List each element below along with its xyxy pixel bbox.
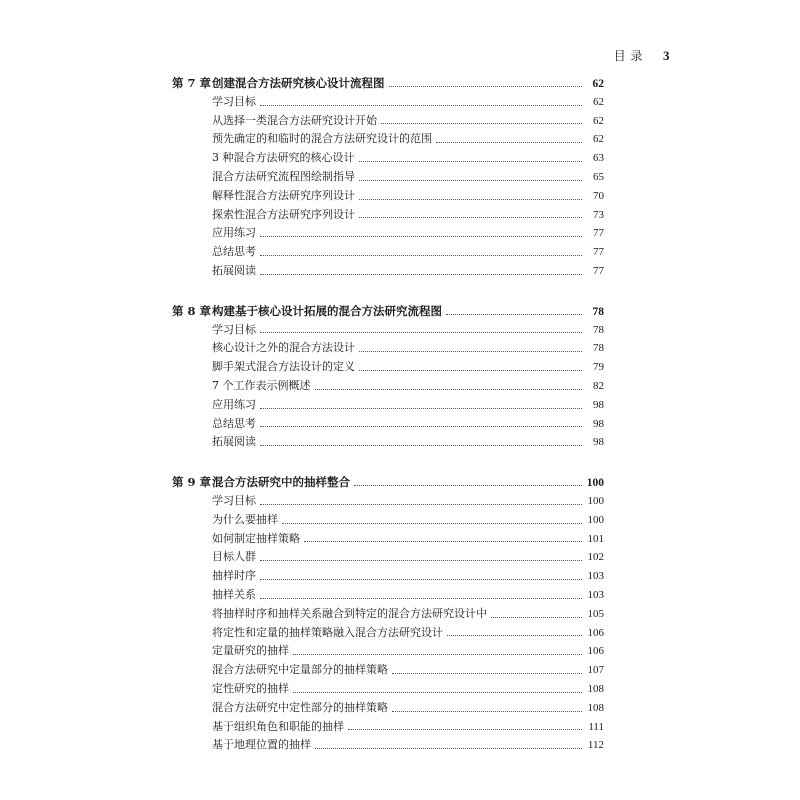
toc-entry[interactable] [172, 586, 604, 605]
dot-leader [436, 142, 582, 143]
toc-entry[interactable] [172, 187, 604, 206]
table-of-contents [172, 74, 604, 776]
dot-leader [348, 729, 582, 730]
toc-entry[interactable] [172, 642, 604, 661]
dot-leader [315, 748, 582, 749]
toc-entry[interactable] [172, 149, 604, 168]
entry-title: 目标人群 [212, 550, 256, 564]
toc-entry[interactable] [172, 492, 604, 511]
entry-page: 107 [587, 664, 604, 677]
entry-title: 学习目标 [212, 322, 256, 336]
entry-title: 脚手架式混合方法设计的定义 [212, 360, 355, 374]
entry-page: 100 [587, 494, 604, 507]
entry-page: 112 [587, 739, 604, 752]
dot-leader [381, 123, 582, 124]
entry-page: 108 [587, 701, 604, 714]
entry-title: 预先确定的和临时的混合方法研究设计的范围 [212, 132, 432, 146]
chapter-label: 第 9 章 [172, 475, 212, 490]
dot-leader [260, 579, 582, 580]
entry-page: 77 [593, 227, 604, 240]
entry-page: 98 [593, 417, 604, 430]
chapter-page: 62 [592, 78, 604, 90]
entry-page: 98 [593, 436, 604, 449]
entry-page: 101 [587, 532, 604, 545]
toc-entry[interactable] [172, 567, 604, 586]
dot-leader [282, 523, 582, 524]
toc-entry[interactable] [172, 206, 604, 225]
section-title: 目 录 [613, 49, 643, 63]
dot-leader [446, 314, 582, 315]
toc-entry[interactable] [172, 112, 604, 131]
dot-leader [260, 274, 582, 275]
entry-page: 62 [593, 95, 604, 108]
running-header [614, 47, 670, 64]
toc-entry[interactable] [172, 699, 604, 718]
toc-entry[interactable] [172, 718, 604, 737]
entry-title: 探索性混合方法研究序列设计 [212, 207, 355, 221]
entry-page: 98 [593, 398, 604, 411]
entry-title: 基于组织角色和职能的抽样 [212, 719, 344, 733]
toc-entry[interactable] [172, 93, 604, 112]
entry-title: 基于地理位置的抽样 [212, 738, 311, 752]
toc-entry[interactable] [172, 736, 604, 755]
dot-leader [392, 711, 582, 712]
entry-title: 为什么要抽样 [212, 512, 278, 526]
entry-title: 从选择一类混合方法研究设计开始 [212, 113, 377, 127]
chapter-page: 78 [592, 305, 604, 318]
dot-leader [359, 199, 582, 200]
dot-leader [260, 255, 582, 256]
dot-leader [260, 426, 582, 427]
chapter-page: 100 [586, 477, 604, 490]
entry-title: 学习目标 [212, 493, 256, 507]
entry-page: 106 [587, 626, 604, 639]
dot-leader [359, 161, 583, 162]
entry-title: 混合方法研究流程图绘制指导 [212, 169, 355, 183]
dot-leader [260, 560, 582, 561]
page-number: 3 [663, 48, 670, 63]
entry-title: 拓展阅读 [212, 263, 256, 277]
entry-page: 62 [593, 133, 604, 146]
chapter-heading[interactable] [172, 302, 604, 321]
entry-title: 混合方法研究中定性部分的抽样策略 [212, 700, 388, 714]
dot-leader [354, 485, 582, 486]
dot-leader [260, 504, 582, 505]
entry-page: 102 [587, 551, 604, 564]
entry-page: 111 [588, 720, 604, 733]
entry-page: 100 [587, 513, 604, 526]
chapter-label: 第 8 章 [172, 303, 212, 318]
toc-entry[interactable] [172, 130, 604, 149]
entry-title: 解释性混合方法研究序列设计 [212, 188, 355, 202]
entry-page: 77 [593, 246, 604, 259]
toc-entry[interactable] [172, 358, 604, 377]
dot-leader [260, 332, 582, 333]
entry-title: 定量研究的抽样 [212, 644, 289, 658]
entry-page: 103 [587, 588, 604, 601]
chapter-title: 构建基于核心设计拓展的混合方法研究流程图 [212, 303, 442, 318]
entry-title: 抽样关系 [212, 587, 256, 601]
dot-leader [293, 654, 582, 655]
toc-entry[interactable] [172, 680, 604, 699]
toc-entry[interactable] [172, 661, 604, 680]
toc-entry[interactable] [172, 530, 604, 549]
dot-leader [260, 236, 582, 237]
dot-leader [260, 105, 582, 106]
entry-title: 如何制定抽样策略 [212, 531, 300, 545]
entry-page: 78 [593, 342, 604, 355]
chapter-heading[interactable] [172, 74, 604, 93]
dot-leader [491, 617, 582, 618]
entry-page: 65 [593, 170, 604, 183]
toc-entry[interactable] [172, 262, 604, 281]
entry-title: 应用练习 [212, 226, 256, 240]
chapter-title: 创建混合方法研究核心设计流程图 [212, 76, 385, 90]
entry-page: 73 [593, 208, 604, 221]
chapter-title: 混合方法研究中的抽样整合 [212, 475, 350, 490]
dot-leader [359, 217, 582, 218]
entry-page: 82 [593, 379, 604, 392]
toc-entry[interactable] [172, 548, 604, 567]
entry-title: 将抽样时序和抽样关系融合到特定的混合方法研究设计中 [212, 606, 487, 620]
dot-leader [359, 370, 582, 371]
dot-leader [315, 389, 583, 390]
entry-page: 79 [593, 361, 604, 374]
dot-leader [260, 408, 582, 409]
toc-entry[interactable] [172, 377, 604, 396]
entry-title: 将定性和定量的抽样策略融入混合方法研究设计 [212, 625, 443, 639]
dot-leader [260, 598, 582, 599]
toc-entry[interactable] [172, 605, 604, 624]
entry-page: 106 [587, 645, 604, 658]
toc-entry[interactable] [172, 224, 604, 243]
entry-title: 混合方法研究中定量部分的抽样策略 [212, 663, 388, 677]
entry-page: 63 [593, 152, 604, 165]
chapter-block [172, 473, 604, 755]
dot-leader [389, 86, 583, 87]
entry-page: 105 [587, 607, 604, 620]
entry-title: 3 种混合方法研究的核心设计 [212, 151, 355, 165]
toc-entry[interactable] [172, 433, 604, 452]
entry-page: 62 [593, 114, 604, 127]
entry-page: 108 [587, 682, 604, 695]
toc-entry[interactable] [172, 321, 604, 340]
entry-title: 学习目标 [212, 94, 256, 108]
toc-entry[interactable] [172, 624, 604, 643]
entry-page: 78 [593, 323, 604, 336]
dot-leader [359, 180, 582, 181]
entry-page: 77 [593, 264, 604, 277]
dot-leader [359, 351, 582, 352]
entry-title: 7 个工作表示例概述 [212, 378, 311, 392]
dot-leader [304, 541, 582, 542]
entry-title: 总结思考 [212, 245, 256, 259]
entry-title: 应用练习 [212, 397, 256, 411]
toc-entry[interactable] [172, 396, 604, 415]
dot-leader [447, 635, 582, 636]
dot-leader [293, 692, 582, 693]
entry-title: 总结思考 [212, 416, 256, 430]
dot-leader [260, 445, 582, 446]
toc-entry[interactable] [172, 511, 604, 530]
toc-entry[interactable] [172, 415, 604, 434]
toc-entry[interactable] [172, 243, 604, 262]
toc-entry[interactable] [172, 168, 604, 187]
chapter-label: 第 7 章 [172, 76, 212, 90]
toc-entry[interactable] [172, 339, 604, 358]
chapter-block [172, 74, 604, 281]
entry-title: 拓展阅读 [212, 435, 256, 449]
chapter-block [172, 302, 604, 452]
entry-page: 70 [593, 189, 604, 202]
chapter-heading[interactable] [172, 473, 604, 492]
entry-page: 103 [587, 570, 604, 583]
dot-leader [392, 673, 582, 674]
entry-title: 核心设计之外的混合方法设计 [212, 341, 355, 355]
entry-title: 定性研究的抽样 [212, 681, 289, 695]
entry-title: 抽样时序 [212, 569, 256, 583]
